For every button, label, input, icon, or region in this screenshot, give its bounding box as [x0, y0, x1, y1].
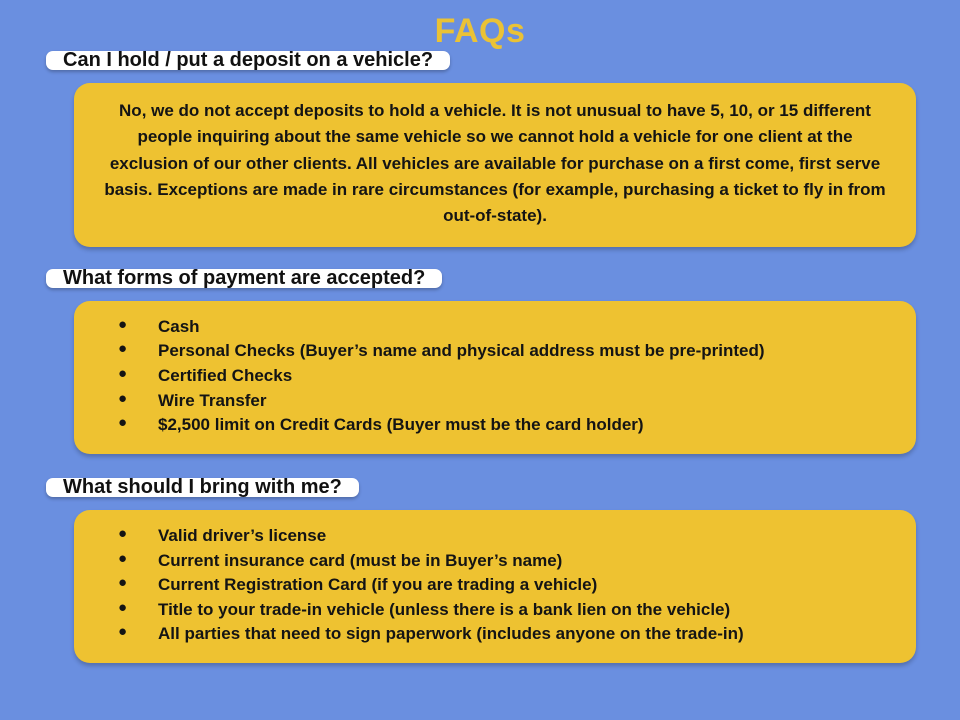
faq-answer-3 — [74, 510, 916, 663]
list-item: ● All parties that need to sign paperwork (includes anyone on the trade-in) — [118, 622, 894, 647]
faq-question-2: What forms of payment are accepted? — [46, 269, 442, 288]
faq-question-row-1 — [0, 51, 960, 70]
faq-question-1: Can I hold / put a deposit on a vehicle? — [46, 51, 450, 70]
list-item: ● Title to your trade-in vehicle (unless there is a bank lien on the vehicle) — [118, 598, 894, 623]
list-item: ● $2,500 limit on Credit Cards (Buyer must be the card holder) — [118, 413, 894, 438]
faq-question-3: What should I bring with me? — [46, 478, 359, 497]
list-item: ● Valid driver’s license — [118, 524, 894, 549]
bring-with-you-list — [96, 524, 894, 647]
payment-methods-list — [96, 315, 894, 438]
faq-answer-1: No, we do not accept deposits to hold a vehicle. It is not unusual to have 5, 10, or 15 different people inquiring about the same vehicle so we cannot hold a vehicle for one client at the exclusion of our other clients. All vehicles are available for purchase on a first come, first serve basis. Exceptions are made in rare circumstances (for example, purchasing a ticket to fly in from out-of-state). — [74, 83, 916, 247]
faq-question-row-2 — [0, 266, 960, 289]
list-item: ● Certified Checks — [118, 364, 894, 389]
faq-answer-2 — [74, 301, 916, 454]
list-item: ● Cash — [118, 315, 894, 340]
list-item: ● Wire Transfer — [118, 389, 894, 414]
faq-question-row-3 — [0, 475, 960, 498]
page-title: FAQs — [434, 12, 526, 50]
list-item: ● Current Registration Card (if you are trading a vehicle) — [118, 573, 894, 598]
list-item: ● Current insurance card (must be in Buyer’s name) — [118, 549, 894, 574]
list-item: ● Personal Checks (Buyer’s name and physical address must be pre-printed) — [118, 339, 894, 364]
